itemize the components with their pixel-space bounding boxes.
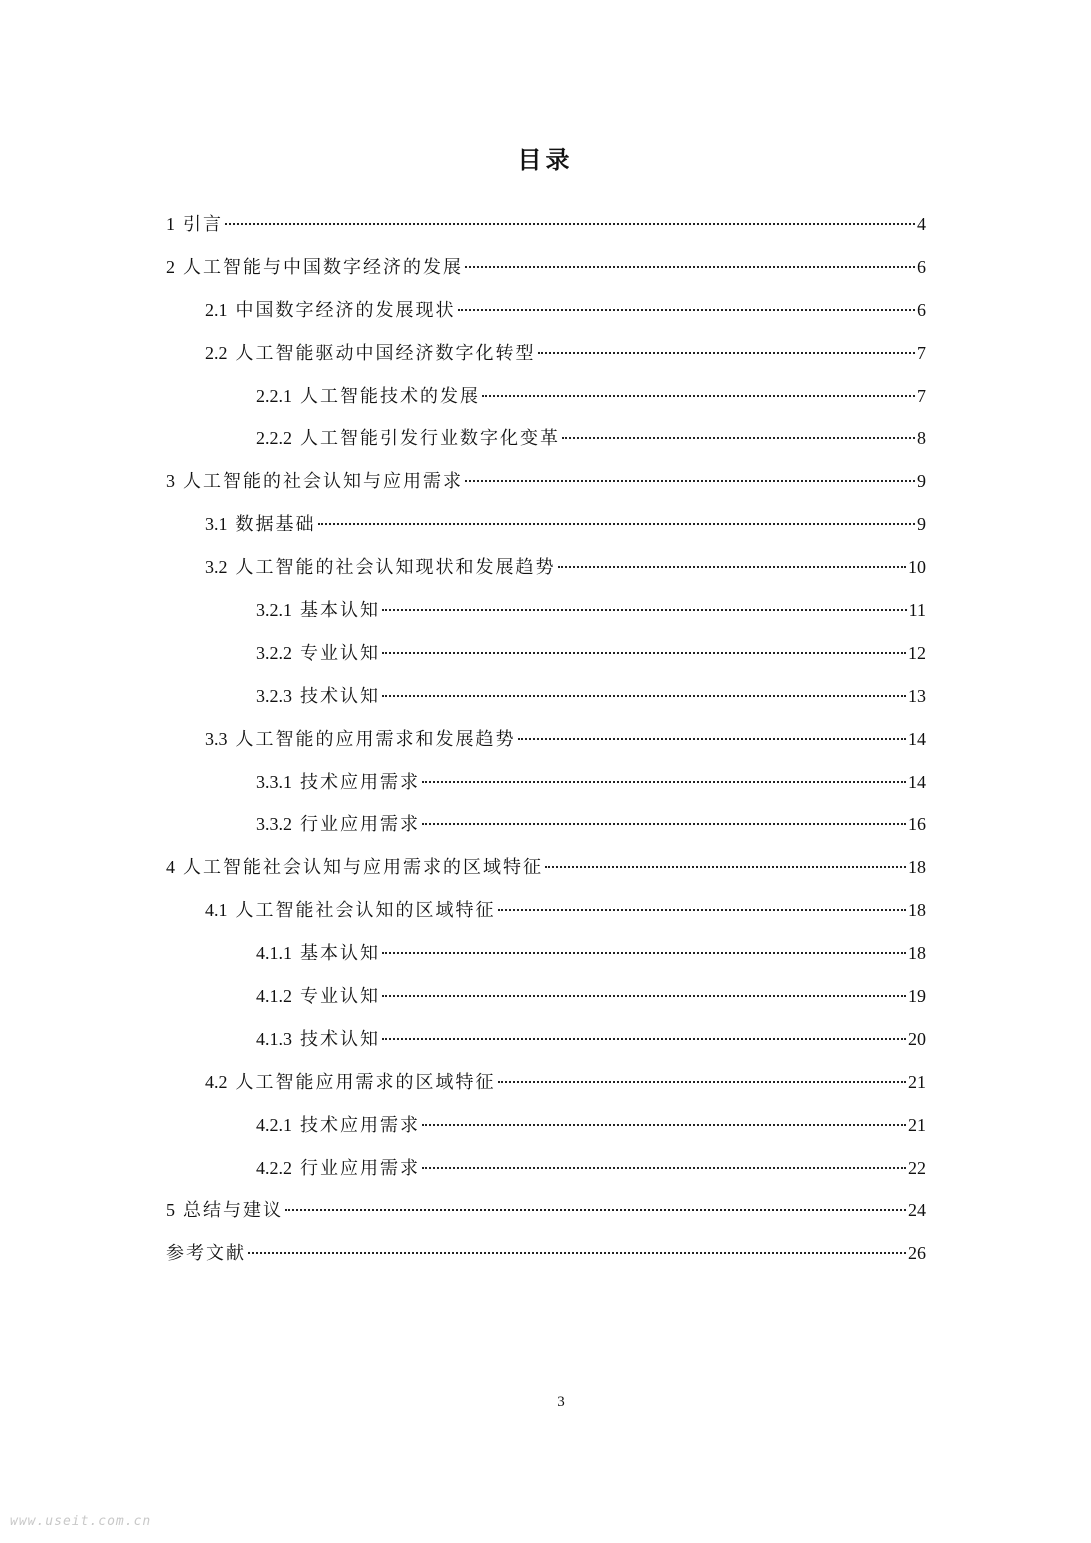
toc-entry[interactable] bbox=[166, 335, 926, 378]
dot-leader bbox=[482, 395, 915, 397]
toc-entry-number: 3.2.1 bbox=[256, 600, 292, 621]
dot-leader bbox=[458, 309, 916, 311]
toc-entry-number: 3.2.3 bbox=[256, 685, 292, 706]
toc-entry[interactable] bbox=[166, 678, 926, 721]
toc-entry-number: 4.1.3 bbox=[256, 1028, 292, 1049]
toc-entry-number: 3.2 bbox=[205, 557, 228, 578]
toc-entry-page: 6 bbox=[917, 299, 926, 320]
toc-entry-title: 人工智能的应用需求和发展趋势 bbox=[235, 728, 516, 750]
toc-entry[interactable] bbox=[166, 1107, 926, 1150]
toc-entry[interactable] bbox=[166, 378, 926, 421]
toc-entry[interactable] bbox=[166, 978, 926, 1021]
toc-entry-page: 22 bbox=[908, 1157, 926, 1178]
toc-entry-page: 26 bbox=[908, 1243, 926, 1264]
toc-entry[interactable] bbox=[166, 292, 926, 335]
toc-entry-title: 人工智能社会认知的区域特征 bbox=[235, 900, 496, 922]
toc-entry[interactable] bbox=[166, 849, 926, 892]
toc-entry-page: 24 bbox=[908, 1200, 926, 1221]
page-number: 3 bbox=[557, 1394, 565, 1410]
toc-entry[interactable] bbox=[166, 1064, 926, 1107]
toc-entry[interactable] bbox=[166, 592, 926, 635]
toc-entry-page: 9 bbox=[917, 471, 926, 492]
toc-entry-page: 7 bbox=[917, 342, 926, 363]
dot-leader bbox=[382, 652, 906, 654]
dot-leader bbox=[422, 781, 906, 783]
toc-entry-title: 总结与建议 bbox=[183, 1200, 283, 1222]
toc-entry-number: 4.1.1 bbox=[256, 943, 292, 964]
dot-leader bbox=[248, 1252, 906, 1254]
toc-entry-title: 专业认知 bbox=[300, 642, 380, 664]
toc-entry-title: 行业应用需求 bbox=[300, 1157, 420, 1179]
dot-leader bbox=[465, 266, 915, 268]
toc-entry-number: 3 bbox=[166, 471, 175, 492]
toc-entry-title: 参考文献 bbox=[166, 1243, 246, 1265]
toc-entry-title: 数据基础 bbox=[235, 514, 316, 536]
toc-entry-number: 3.3.2 bbox=[256, 814, 292, 835]
toc-entry-page: 11 bbox=[908, 600, 926, 621]
toc-entry-title: 技术认知 bbox=[300, 1028, 380, 1050]
toc-entry-number: 2.1 bbox=[205, 299, 228, 320]
toc-entry-page: 13 bbox=[908, 685, 926, 706]
toc-entry-number: 1 bbox=[166, 214, 175, 234]
toc-entry-number: 2.2.1 bbox=[256, 385, 292, 406]
toc-entry-number: 3.2.2 bbox=[256, 642, 292, 663]
toc-entry-page: 4 bbox=[917, 214, 926, 234]
toc-entry-title: 人工智能技术的发展 bbox=[300, 385, 480, 407]
dot-leader bbox=[498, 1081, 907, 1083]
dot-leader bbox=[465, 480, 915, 482]
watermark: www.useit.com.cn bbox=[10, 1514, 152, 1529]
toc-entry-title: 人工智能的社会认知与应用需求 bbox=[183, 471, 463, 493]
toc-entry[interactable] bbox=[166, 1021, 926, 1064]
toc-entry-number: 2 bbox=[166, 256, 175, 277]
toc-entry-number: 2.2.2 bbox=[256, 428, 292, 449]
dot-leader bbox=[225, 223, 915, 225]
toc-entry-number: 4.2 bbox=[205, 1071, 228, 1092]
toc-entry-page: 7 bbox=[917, 385, 926, 406]
toc-entry-page: 18 bbox=[908, 900, 926, 921]
dot-leader bbox=[518, 738, 907, 740]
toc-entry-title: 技术认知 bbox=[300, 685, 380, 707]
toc-title: 目录 bbox=[517, 146, 574, 174]
toc-entry-title: 人工智能应用需求的区域特征 bbox=[235, 1071, 496, 1093]
toc-entry[interactable] bbox=[166, 806, 926, 849]
toc-entry-page: 14 bbox=[908, 771, 926, 792]
toc-entry-title: 引言 bbox=[183, 214, 223, 235]
toc-entry-page: 19 bbox=[908, 986, 926, 1007]
dot-leader bbox=[382, 952, 906, 954]
dot-leader bbox=[498, 909, 907, 911]
toc-entry-title: 人工智能驱动中国经济数字化转型 bbox=[235, 342, 536, 364]
toc-entry[interactable] bbox=[166, 506, 926, 549]
toc-entry-title: 基本认知 bbox=[300, 600, 380, 622]
dot-leader bbox=[382, 995, 906, 997]
toc-entry-number: 4.1.2 bbox=[256, 986, 292, 1007]
toc-entry-page: 10 bbox=[908, 557, 926, 578]
dot-leader bbox=[382, 1038, 906, 1040]
toc-entry-page: 18 bbox=[908, 943, 926, 964]
toc-entry[interactable] bbox=[166, 249, 926, 292]
toc-entry-number: 2.2 bbox=[205, 342, 228, 363]
dot-leader bbox=[382, 695, 906, 697]
toc-entry-page: 16 bbox=[908, 814, 926, 835]
dot-leader bbox=[562, 437, 915, 439]
toc-entry-number: 4.2.1 bbox=[256, 1114, 292, 1135]
toc-entry[interactable] bbox=[166, 892, 926, 935]
toc-entry-number: 3.3.1 bbox=[256, 771, 292, 792]
toc-entry-title: 行业应用需求 bbox=[300, 814, 420, 836]
dot-leader bbox=[558, 566, 907, 568]
toc-entry[interactable] bbox=[166, 420, 926, 463]
toc-entry-page: 21 bbox=[908, 1071, 926, 1092]
toc-entry-page: 8 bbox=[917, 428, 926, 449]
dot-leader bbox=[538, 352, 916, 354]
toc-entry[interactable] bbox=[166, 549, 926, 592]
toc-entry[interactable] bbox=[166, 1150, 926, 1193]
toc-entry-page: 14 bbox=[908, 728, 926, 749]
toc-entry[interactable] bbox=[166, 463, 926, 506]
toc-entry[interactable] bbox=[166, 1235, 926, 1278]
dot-leader bbox=[545, 866, 906, 868]
toc-entry[interactable] bbox=[166, 935, 926, 978]
toc-entry-page: 18 bbox=[908, 857, 926, 878]
dot-leader bbox=[422, 1124, 906, 1126]
toc-entry-title: 人工智能的社会认知现状和发展趋势 bbox=[235, 557, 556, 579]
toc-entry-number: 4.2.2 bbox=[256, 1157, 292, 1178]
dot-leader bbox=[318, 523, 916, 525]
toc-entry-title: 技术应用需求 bbox=[300, 771, 420, 793]
toc-entry-number: 4 bbox=[166, 857, 175, 878]
toc-entry-page: 9 bbox=[917, 514, 926, 535]
toc-entry-title: 基本认知 bbox=[300, 943, 380, 965]
toc-entry-number: 4.1 bbox=[205, 900, 228, 921]
table-of-contents bbox=[166, 206, 926, 1278]
dot-leader bbox=[382, 609, 907, 611]
toc-entry-number: 3.1 bbox=[205, 514, 228, 535]
toc-entry-title: 专业认知 bbox=[300, 986, 380, 1008]
dot-leader bbox=[422, 823, 906, 825]
toc-entry[interactable] bbox=[166, 721, 926, 764]
toc-entry[interactable] bbox=[166, 635, 926, 678]
toc-entry-title: 人工智能引发行业数字化变革 bbox=[300, 428, 560, 450]
dot-leader bbox=[422, 1167, 906, 1169]
toc-entry-page: 21 bbox=[908, 1114, 926, 1135]
toc-entry[interactable] bbox=[166, 764, 926, 807]
toc-entry-number: 5 bbox=[166, 1200, 175, 1221]
toc-entry-number: 3.3 bbox=[205, 728, 228, 749]
toc-entry-page: 6 bbox=[917, 256, 926, 277]
toc-entry-page: 12 bbox=[908, 642, 926, 663]
toc-entry-title: 中国数字经济的发展现状 bbox=[235, 299, 456, 321]
toc-entry-title: 人工智能社会认知与应用需求的区域特征 bbox=[183, 857, 543, 879]
toc-entry-title: 人工智能与中国数字经济的发展 bbox=[183, 256, 463, 278]
toc-entry-page: 20 bbox=[908, 1028, 926, 1049]
toc-entry[interactable] bbox=[166, 206, 926, 249]
dot-leader bbox=[285, 1209, 906, 1211]
toc-entry[interactable] bbox=[166, 1192, 926, 1235]
toc-entry-title: 技术应用需求 bbox=[300, 1114, 420, 1136]
